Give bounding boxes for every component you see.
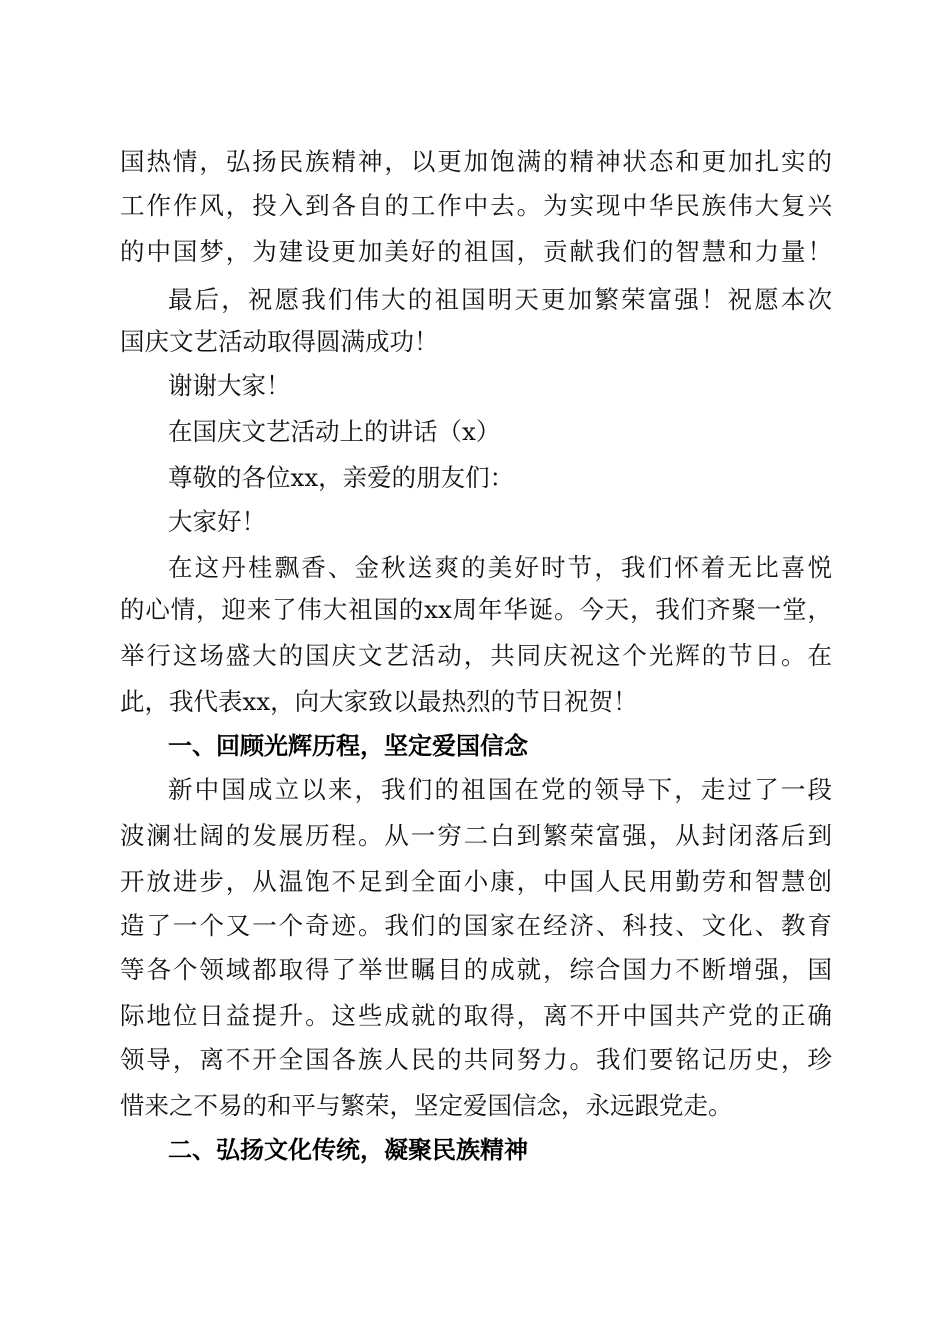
body-line: 新中国成立以来，我们的祖国在党的领导下，走过了一段 xyxy=(168,775,832,804)
body-line: 举行这场盛大的国庆文艺活动，共同庆祝这个光辉的节日。在 xyxy=(120,641,832,670)
body-line: 工作作风，投入到各自的工作中去。为实现中华民族伟大复兴 xyxy=(120,191,832,220)
body-line: 国庆文艺活动取得圆满成功！ xyxy=(120,327,439,356)
body-line: 造了一个又一个奇迹。我们的国家在经济、科技、文化、教育 xyxy=(120,911,832,940)
body-line: 此，我代表xx，向大家致以最热烈的节日祝贺！ xyxy=(120,687,638,716)
speech-title: 在国庆文艺活动上的讲话（x） xyxy=(168,417,501,446)
body-line: 在这丹桂飘香、金秋送爽的美好时节，我们怀着无比喜悦 xyxy=(168,553,832,582)
body-line: 领导，离不开全国各族人民的共同努力。我们要铭记历史，珍 xyxy=(120,1045,832,1074)
body-line: 等各个领域都取得了举世瞩目的成就，综合国力不断增强，国 xyxy=(120,955,832,984)
body-line: 的中国梦，为建设更加美好的祖国，贡献我们的智慧和力量！ xyxy=(120,237,832,266)
section-heading-1: 一、回顾光辉历程，坚定爱国信念 xyxy=(168,732,528,760)
greeting: 大家好！ xyxy=(168,507,266,536)
body-line: 最后，祝愿我们伟大的祖国明天更加繁荣富强！祝愿本次 xyxy=(168,285,832,314)
body-line: 波澜壮阔的发展历程。从一穷二白到繁荣富强，从封闭落后到 xyxy=(120,821,832,850)
body-line: 的心情，迎来了伟大祖国的xx周年华诞。今天，我们齐聚一堂， xyxy=(120,595,832,624)
body-line: 际地位日益提升。这些成就的取得，离不开中国共产党的正确 xyxy=(120,1001,832,1030)
body-line: 惜来之不易的和平与繁荣，坚定爱国信念，永远跟党走。 xyxy=(120,1091,733,1120)
body-line: 开放进步，从温饱不足到全面小康，中国人民用勤劳和智慧创 xyxy=(120,867,832,896)
closing-thanks: 谢谢大家！ xyxy=(168,371,291,400)
salutation: 尊敬的各位xx，亲爱的朋友们： xyxy=(168,463,515,492)
body-line: 国热情，弘扬民族精神，以更加饱满的精神状态和更加扎实的 xyxy=(120,147,832,176)
section-heading-2: 二、弘扬文化传统，凝聚民族精神 xyxy=(168,1136,528,1164)
